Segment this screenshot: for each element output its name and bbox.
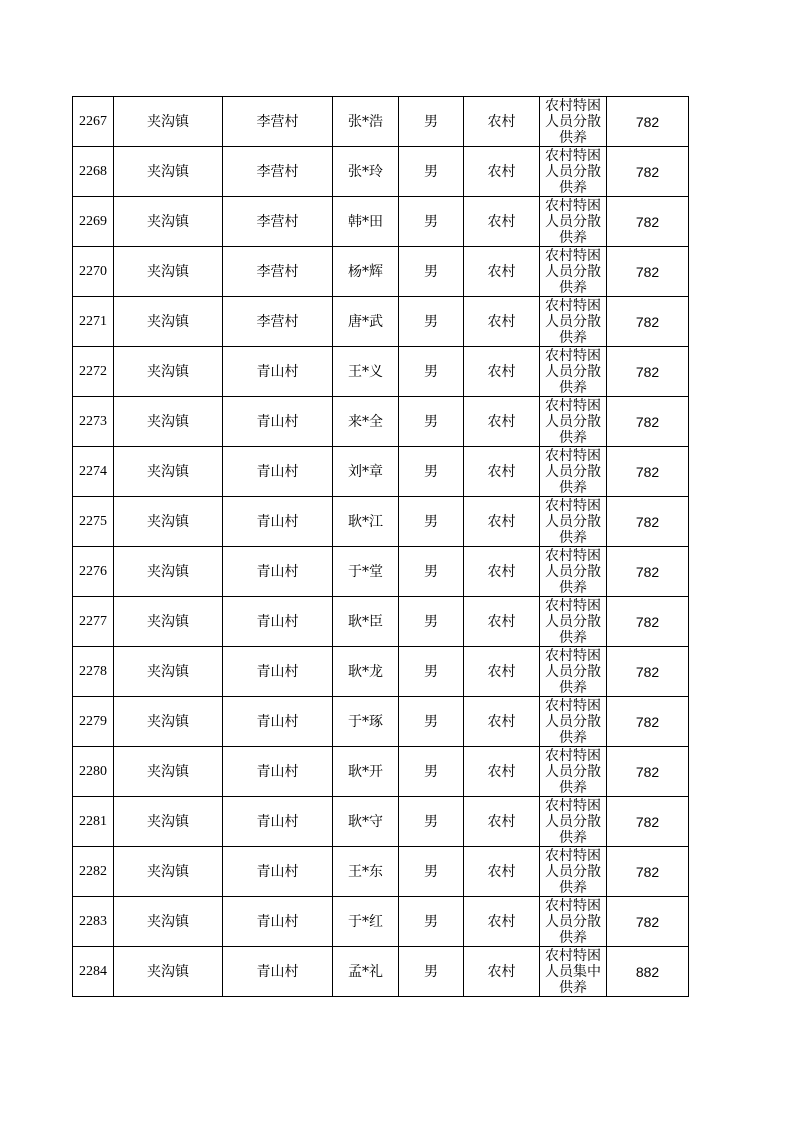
cell-village: 李营村 bbox=[223, 147, 333, 197]
assistance-category-text: 农村特困人员分散供养 bbox=[545, 848, 601, 894]
cell-gender: 男 bbox=[399, 197, 464, 247]
cell-town: 夹沟镇 bbox=[114, 797, 223, 847]
cell-assistance-category bbox=[540, 97, 607, 147]
cell-town: 夹沟镇 bbox=[114, 647, 223, 697]
cell-village: 李营村 bbox=[223, 197, 333, 247]
cell-village: 青山村 bbox=[223, 597, 333, 647]
assistance-category-text: 农村特困人员分散供养 bbox=[545, 548, 601, 594]
cell-town: 夹沟镇 bbox=[114, 447, 223, 497]
cell-amount: 782 bbox=[607, 297, 689, 347]
assistance-category-text: 农村特困人员分散供养 bbox=[545, 498, 601, 544]
cell-person-name: 王*义 bbox=[333, 347, 399, 397]
cell-assistance-category bbox=[540, 447, 607, 497]
cell-residence-type: 农村 bbox=[464, 797, 540, 847]
cell-gender: 男 bbox=[399, 497, 464, 547]
cell-village: 青山村 bbox=[223, 797, 333, 847]
cell-residence-type: 农村 bbox=[464, 547, 540, 597]
cell-person-name: 孟*礼 bbox=[333, 947, 399, 997]
cell-town: 夹沟镇 bbox=[114, 347, 223, 397]
cell-residence-type: 农村 bbox=[464, 347, 540, 397]
cell-assistance-category bbox=[540, 897, 607, 947]
cell-person-name: 耿*守 bbox=[333, 797, 399, 847]
cell-gender: 男 bbox=[399, 297, 464, 347]
cell-village: 青山村 bbox=[223, 397, 333, 447]
assistance-category-text: 农村特困人员分散供养 bbox=[545, 598, 601, 644]
cell-person-name: 耿*江 bbox=[333, 497, 399, 547]
cell-gender: 男 bbox=[399, 847, 464, 897]
cell-gender: 男 bbox=[399, 697, 464, 747]
cell-person-name: 张*浩 bbox=[333, 97, 399, 147]
cell-residence-type: 农村 bbox=[464, 747, 540, 797]
cell-assistance-category bbox=[540, 547, 607, 597]
cell-amount: 782 bbox=[607, 197, 689, 247]
cell-person-name: 杨*辉 bbox=[333, 247, 399, 297]
cell-assistance-category bbox=[540, 797, 607, 847]
table-body bbox=[73, 97, 689, 997]
cell-town: 夹沟镇 bbox=[114, 97, 223, 147]
cell-town: 夹沟镇 bbox=[114, 397, 223, 447]
cell-gender: 男 bbox=[399, 597, 464, 647]
cell-residence-type: 农村 bbox=[464, 947, 540, 997]
cell-town: 夹沟镇 bbox=[114, 847, 223, 897]
cell-gender: 男 bbox=[399, 97, 464, 147]
cell-amount: 782 bbox=[607, 97, 689, 147]
cell-residence-type: 农村 bbox=[464, 897, 540, 947]
cell-person-name: 来*全 bbox=[333, 397, 399, 447]
cell-gender: 男 bbox=[399, 747, 464, 797]
cell-serial-number: 2279 bbox=[73, 697, 114, 747]
cell-town: 夹沟镇 bbox=[114, 247, 223, 297]
cell-gender: 男 bbox=[399, 547, 464, 597]
assistance-category-text: 农村特困人员分散供养 bbox=[545, 198, 601, 244]
cell-residence-type: 农村 bbox=[464, 297, 540, 347]
assistance-category-text: 农村特困人员分散供养 bbox=[545, 98, 601, 144]
table-row bbox=[73, 297, 689, 347]
cell-amount: 782 bbox=[607, 497, 689, 547]
table-row bbox=[73, 397, 689, 447]
assistance-category-text: 农村特困人员分散供养 bbox=[545, 798, 601, 844]
cell-serial-number: 2269 bbox=[73, 197, 114, 247]
cell-gender: 男 bbox=[399, 247, 464, 297]
cell-amount: 782 bbox=[607, 347, 689, 397]
assistance-category-text: 农村特困人员分散供养 bbox=[545, 898, 601, 944]
assistance-category-text: 农村特困人员分散供养 bbox=[545, 298, 601, 344]
cell-assistance-category bbox=[540, 647, 607, 697]
cell-assistance-category bbox=[540, 847, 607, 897]
cell-assistance-category bbox=[540, 597, 607, 647]
cell-village: 青山村 bbox=[223, 697, 333, 747]
cell-town: 夹沟镇 bbox=[114, 697, 223, 747]
table-row bbox=[73, 97, 689, 147]
cell-serial-number: 2280 bbox=[73, 747, 114, 797]
cell-town: 夹沟镇 bbox=[114, 597, 223, 647]
cell-person-name: 于*琢 bbox=[333, 697, 399, 747]
cell-gender: 男 bbox=[399, 647, 464, 697]
cell-residence-type: 农村 bbox=[464, 97, 540, 147]
cell-village: 青山村 bbox=[223, 497, 333, 547]
cell-person-name: 耿*臣 bbox=[333, 597, 399, 647]
cell-residence-type: 农村 bbox=[464, 397, 540, 447]
assistance-category-text: 农村特困人员分散供养 bbox=[545, 648, 601, 694]
cell-amount: 782 bbox=[607, 447, 689, 497]
cell-amount: 882 bbox=[607, 947, 689, 997]
table-row bbox=[73, 247, 689, 297]
cell-assistance-category bbox=[540, 747, 607, 797]
cell-serial-number: 2276 bbox=[73, 547, 114, 597]
table-row bbox=[73, 797, 689, 847]
cell-village: 李营村 bbox=[223, 247, 333, 297]
cell-assistance-category bbox=[540, 347, 607, 397]
cell-assistance-category bbox=[540, 297, 607, 347]
table-row bbox=[73, 197, 689, 247]
cell-assistance-category bbox=[540, 697, 607, 747]
cell-residence-type: 农村 bbox=[464, 447, 540, 497]
cell-town: 夹沟镇 bbox=[114, 497, 223, 547]
cell-gender: 男 bbox=[399, 397, 464, 447]
table-row bbox=[73, 747, 689, 797]
table-row bbox=[73, 947, 689, 997]
assistance-category-text: 农村特困人员分散供养 bbox=[545, 398, 601, 444]
table-row bbox=[73, 847, 689, 897]
table-row bbox=[73, 547, 689, 597]
cell-residence-type: 农村 bbox=[464, 497, 540, 547]
cell-town: 夹沟镇 bbox=[114, 947, 223, 997]
cell-residence-type: 农村 bbox=[464, 647, 540, 697]
cell-serial-number: 2283 bbox=[73, 897, 114, 947]
cell-serial-number: 2273 bbox=[73, 397, 114, 447]
cell-residence-type: 农村 bbox=[464, 597, 540, 647]
cell-person-name: 于*堂 bbox=[333, 547, 399, 597]
cell-serial-number: 2284 bbox=[73, 947, 114, 997]
cell-person-name: 张*玲 bbox=[333, 147, 399, 197]
cell-gender: 男 bbox=[399, 947, 464, 997]
cell-amount: 782 bbox=[607, 547, 689, 597]
assistance-category-text: 农村特困人员分散供养 bbox=[545, 748, 601, 794]
cell-gender: 男 bbox=[399, 447, 464, 497]
cell-village: 青山村 bbox=[223, 547, 333, 597]
table-row bbox=[73, 147, 689, 197]
cell-serial-number: 2271 bbox=[73, 297, 114, 347]
cell-amount: 782 bbox=[607, 797, 689, 847]
cell-gender: 男 bbox=[399, 147, 464, 197]
assistance-category-text: 农村特困人员集中供养 bbox=[545, 948, 601, 994]
cell-assistance-category bbox=[540, 947, 607, 997]
cell-person-name: 唐*武 bbox=[333, 297, 399, 347]
cell-amount: 782 bbox=[607, 147, 689, 197]
cell-village: 青山村 bbox=[223, 747, 333, 797]
cell-serial-number: 2274 bbox=[73, 447, 114, 497]
cell-town: 夹沟镇 bbox=[114, 747, 223, 797]
cell-serial-number: 2277 bbox=[73, 597, 114, 647]
cell-village: 青山村 bbox=[223, 647, 333, 697]
cell-residence-type: 农村 bbox=[464, 847, 540, 897]
assistance-category-text: 农村特困人员分散供养 bbox=[545, 448, 601, 494]
cell-serial-number: 2272 bbox=[73, 347, 114, 397]
cell-village: 青山村 bbox=[223, 897, 333, 947]
table-row bbox=[73, 447, 689, 497]
cell-amount: 782 bbox=[607, 597, 689, 647]
table-row bbox=[73, 697, 689, 747]
cell-village: 李营村 bbox=[223, 97, 333, 147]
cell-serial-number: 2282 bbox=[73, 847, 114, 897]
cell-amount: 782 bbox=[607, 847, 689, 897]
table-row bbox=[73, 347, 689, 397]
cell-town: 夹沟镇 bbox=[114, 547, 223, 597]
cell-amount: 782 bbox=[607, 647, 689, 697]
table-row bbox=[73, 597, 689, 647]
cell-town: 夹沟镇 bbox=[114, 197, 223, 247]
assistance-category-text: 农村特困人员分散供养 bbox=[545, 248, 601, 294]
cell-assistance-category bbox=[540, 197, 607, 247]
beneficiary-table bbox=[72, 96, 689, 997]
cell-person-name: 韩*田 bbox=[333, 197, 399, 247]
cell-gender: 男 bbox=[399, 797, 464, 847]
table-row bbox=[73, 497, 689, 547]
cell-serial-number: 2268 bbox=[73, 147, 114, 197]
cell-gender: 男 bbox=[399, 347, 464, 397]
cell-amount: 782 bbox=[607, 397, 689, 447]
cell-village: 青山村 bbox=[223, 347, 333, 397]
table-row bbox=[73, 897, 689, 947]
cell-amount: 782 bbox=[607, 247, 689, 297]
cell-assistance-category bbox=[540, 397, 607, 447]
cell-town: 夹沟镇 bbox=[114, 147, 223, 197]
cell-assistance-category bbox=[540, 247, 607, 297]
cell-village: 李营村 bbox=[223, 297, 333, 347]
cell-person-name: 耿*开 bbox=[333, 747, 399, 797]
cell-residence-type: 农村 bbox=[464, 147, 540, 197]
cell-amount: 782 bbox=[607, 697, 689, 747]
cell-residence-type: 农村 bbox=[464, 197, 540, 247]
cell-serial-number: 2270 bbox=[73, 247, 114, 297]
cell-assistance-category bbox=[540, 497, 607, 547]
cell-town: 夹沟镇 bbox=[114, 297, 223, 347]
cell-person-name: 于*红 bbox=[333, 897, 399, 947]
cell-village: 青山村 bbox=[223, 847, 333, 897]
cell-assistance-category bbox=[540, 147, 607, 197]
assistance-category-text: 农村特困人员分散供养 bbox=[545, 698, 601, 744]
table-row bbox=[73, 647, 689, 697]
assistance-category-text: 农村特困人员分散供养 bbox=[545, 348, 601, 394]
cell-person-name: 王*东 bbox=[333, 847, 399, 897]
cell-village: 青山村 bbox=[223, 947, 333, 997]
cell-village: 青山村 bbox=[223, 447, 333, 497]
cell-amount: 782 bbox=[607, 747, 689, 797]
cell-serial-number: 2267 bbox=[73, 97, 114, 147]
cell-gender: 男 bbox=[399, 897, 464, 947]
cell-residence-type: 农村 bbox=[464, 247, 540, 297]
cell-town: 夹沟镇 bbox=[114, 897, 223, 947]
cell-amount: 782 bbox=[607, 897, 689, 947]
cell-residence-type: 农村 bbox=[464, 697, 540, 747]
cell-serial-number: 2278 bbox=[73, 647, 114, 697]
cell-serial-number: 2275 bbox=[73, 497, 114, 547]
assistance-category-text: 农村特困人员分散供养 bbox=[545, 148, 601, 194]
cell-serial-number: 2281 bbox=[73, 797, 114, 847]
cell-person-name: 耿*龙 bbox=[333, 647, 399, 697]
cell-person-name: 刘*章 bbox=[333, 447, 399, 497]
